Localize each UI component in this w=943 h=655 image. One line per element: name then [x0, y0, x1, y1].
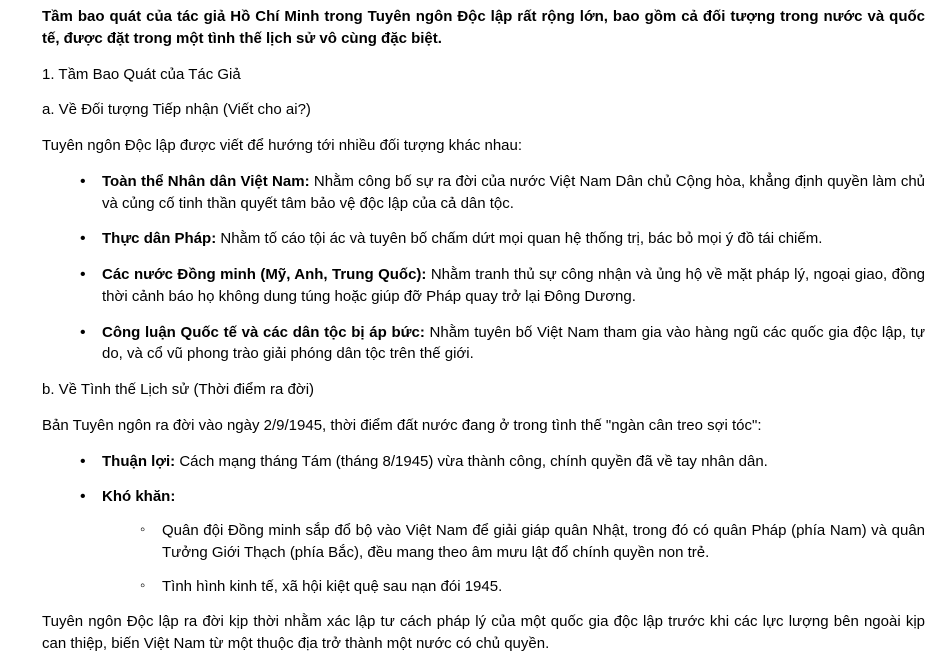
list-item — [80, 451, 925, 473]
list-item-label: Thuận lợi: — [102, 452, 176, 470]
subsection-b-title: b. Về Tình thế Lịch sử (Thời điểm ra đời) — [42, 381, 315, 398]
audience-list — [42, 171, 925, 365]
section-1-title: 1. Tầm Bao Quát của Tác Giả — [42, 65, 241, 83]
sub-list-item: ◦ Tình hình kinh tế, xã hội kiệt quệ sau nạn đói 1945. — [140, 576, 925, 598]
closing-paragraph: Tuyên ngôn Độc lập ra đời kịp thời nhằm xác lập tư cách pháp lý của một quốc gia độc lập trước khi các lực lượng bên ngoài kịp can thiệp, biến Việt Nam từ một thuộc địa trở thành một nước có chủ quyền. — [42, 613, 925, 652]
list-item — [80, 264, 925, 308]
list-item-label: Thực dân Pháp: — [102, 230, 217, 248]
list-item-label: Khó khăn: — [102, 488, 176, 506]
list-item-label: Toàn thể Nhân dân Việt Nam: — [102, 172, 310, 190]
list-item-text: Nhằm tố cáo tội ác và tuyên bố chấm dứt mọi quan hệ thống trị, bác bỏ mọi ý đồ tái chiếm. — [216, 230, 823, 248]
difficulty-sublist — [102, 520, 925, 597]
subsection-a-intro: Tuyên ngôn Độc lập được viết để hướng tới nhiều đối tượng khác nhau: — [42, 137, 523, 154]
subsection-a-title: a. Về Đối tượng Tiếp nhận (Viết cho ai?) — [42, 101, 311, 119]
list-item-text: Nhằm tuyên bố Việt Nam tham gia vào hàng ngũ các quốc gia độc lập, tự do, và cổ vũ phong trào giải phóng dân tộc trên thế giới. — [102, 323, 925, 363]
list-item — [80, 228, 925, 250]
sub-list-item: ◦ Quân đội Đồng minh sắp đổ bộ vào Việt Nam để giải giáp quân Nhật, trong đó có quân Pháp (phía Nam) và quân Tưởng Giới Thạch (phía Bắc), đều mang theo âm mưu lật đổ chính quyền non trẻ. — [140, 520, 925, 564]
list-item-label: Công luận Quốc tế và các dân tộc bị áp bức: — [102, 323, 425, 341]
list-item — [80, 171, 925, 215]
list-item — [80, 486, 925, 597]
list-item-text: Cách mạng tháng Tám (tháng 8/1945) vừa thành công, chính quyền đã về tay nhân dân. — [175, 452, 768, 470]
list-item-text: Nhằm công bố sự ra đời của nước Việt Nam Dân chủ Cộng hòa, khẳng định quyền làm chủ và củng cố tinh thần quyết tâm bảo vệ độc lập của cả dân tộc. — [102, 172, 926, 212]
lead-paragraph: Tầm bao quát của tác giả Hồ Chí Minh trong Tuyên ngôn Độc lập rất rộng lớn, bao gồm cả đối tượng trong nước và quốc tế, được đặt trong một tình thế lịch sử vô cùng đặc biệt. — [42, 8, 925, 47]
situation-list — [42, 451, 925, 598]
list-item-text: Nhằm tranh thủ sự công nhận và ủng hộ về mặt pháp lý, ngoại giao, đồng thời cảnh báo họ không dung túng hoặc giúp đỡ Pháp quay trở lại Đông Dương. — [102, 266, 925, 305]
list-item — [80, 322, 925, 366]
subsection-b-intro: Bản Tuyên ngôn ra đời vào ngày 2/9/1945, thời điểm đất nước đang ở trong tình thế "ngàn cân treo sợi tóc": — [42, 416, 762, 434]
list-item-label: Các nước Đồng minh (Mỹ, Anh, Trung Quốc): — [102, 266, 427, 283]
